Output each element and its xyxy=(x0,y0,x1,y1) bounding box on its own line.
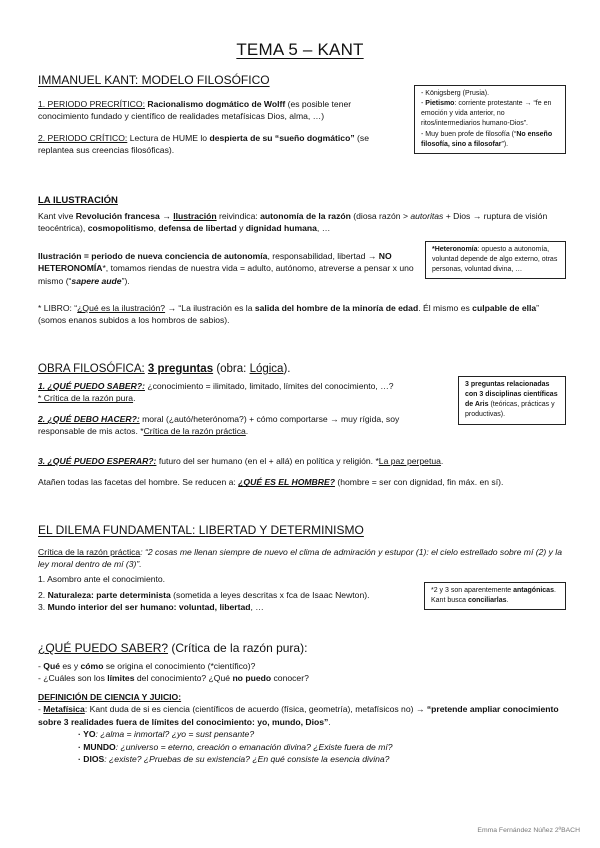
paragraph-ilustracion-3: * LIBRO: “¿Qué es la ilustración? → “La ilustración es la salida del hombre de la minoría de edad. Él mismo es culpable de ella” (somos enanos subidos a los hombros de sabios). xyxy=(38,303,540,326)
section-heading-saber: ¿QUÉ PUEDO SABER? (Crítica de la razón pura): xyxy=(38,641,308,655)
question-saber-obra: * Crítica de la razón pura. xyxy=(38,393,136,404)
list-item-yo: · YO: ¿alma = inmortal? ¿yo = sust pensante? xyxy=(78,729,255,740)
question-saber: 1. ¿QUÉ PUEDO SABER?: ¿conocimiento = ilimitado, limitado, límites del conocimiento, …? xyxy=(38,381,394,391)
section-body-modelo xyxy=(38,98,386,157)
note-box-kant: - Königsberg (Prusia). - Pietismo: corriente protestante → “fe en emoción y vida anterior, no ritos/intermediarios humano-Dios”. - Muy buen profe de filosofía (“No enseño filosofía, sino a filosofar”). xyxy=(414,85,566,154)
section-heading-ilustracion: LA ILUSTRACIÓN xyxy=(38,195,118,206)
paragraph-critico: 2. PERIODO CRÍTICO: Lectura de HUME lo despierta de su “sueño dogmático” (se replantea sus creencias filosóficas). xyxy=(38,132,369,156)
list-item-asombro: 1. Asombro ante el conocimiento. xyxy=(38,573,166,584)
section-heading-obra: OBRA FILOSÓFICA: 3 preguntas (obra: Lógica). xyxy=(38,363,291,375)
list-item-limites: - ¿Cuáles son los límites del conocimiento? ¿Qué no puedo conocer? xyxy=(38,673,309,684)
question-hacer: 2. ¿QUÉ DEBO HACER?: moral (¿autó/heterónoma?) + cómo comportarse → muy rígida, soy responsable de mis actos. *Crítica de la razón práctica. xyxy=(38,413,400,437)
paragraph-hombre: Atañen todas las facetas del hombre. Se reducen a: ¿QUÉ ES EL HOMBRE? (hombre = ser con dignidad, fin máx. en sí). xyxy=(38,477,504,488)
subheading-definicion: DEFINICIÓN DE CIENCIA Y JUICIO: xyxy=(38,691,182,702)
list-item-mundo: · MUNDO: ¿universo = eterno, creación o emanación divina? ¿Existe fuera de mí? xyxy=(78,741,393,752)
paragraph-ilustracion-1: Kant vive Revolución francesa → Ilustración reivindica: autonomía de la razón (diosa razón > autoritas + Dios → ruptura de visión teocéntrica), cosmopolitismo, defensa de libertad y dignidad humana, … xyxy=(38,211,548,234)
page-title: TEMA 5 – KANT xyxy=(236,40,364,59)
section-body-dilema xyxy=(38,546,563,585)
section-heading-modelo: IMMANUEL KANT: MODELO FILOSÓFICO xyxy=(38,73,270,87)
note-box-heteronomia: *Heteronomía: opuesto a autonomía, voluntad depende de algo externo, otras personas, voluntad divina, … xyxy=(425,241,566,279)
quote-razon-practica: Crítica de la razón práctica: “2 cosas me llenan siempre de nuevo el clima de admiración y estupor (1): el cielo estrellado sobre mí (2) y la ley moral dentro de mí (3)”. xyxy=(38,547,562,570)
paragraph-ilustracion-2: Ilustración = periodo de nueva conciencia de autonomía, responsabilidad, libertad → NO HETERONOMÍA*, tomamos riendas de nuestra vida = adulto, autónomo, atreverse a pensar x uno mismo (“sapere aude”). xyxy=(38,251,414,286)
section-body-saber xyxy=(38,660,563,766)
note-box-disciplinas: 3 preguntas relacionadas con 3 disciplinas científicas de Aris (teóricas, prácticas y productivas). xyxy=(458,376,566,425)
paragraph-metafisica: - Metafísica: Kant duda de si es ciencia (científicos de acuerdo (física, geometría), metafísicos no) → “pretende ampliar conocimiento sobre 3 realidades fuera de límites del conocimiento: yo, mundo, Dios”. xyxy=(38,704,559,727)
list-item-que-como: - Qué es y cómo se origina el conocimiento (*científico)? xyxy=(38,661,256,671)
list-item-naturaleza: 2. Naturaleza: parte determinista (sometida a leyes descritas x fca de Isaac Newton). xyxy=(38,590,370,600)
question-esperar: 3. ¿QUÉ PUEDO ESPERAR?: futuro del ser humano (en el + allá) en política y religión. *La paz perpetua. Atañen todas las facetas del hombre. Se reducen a: ¿QUÉ ES EL HOMBRE? (hombre = ser con dignidad, fin máx. en sí). xyxy=(38,455,563,489)
section-body-obra xyxy=(38,380,446,438)
paragraph-precritico: 1. PERIODO PRECRÍTICO: Racionalismo dogmático de Wolff (es posible tener conocimiento fundado y científico de realidades metafísicas Dios, alma, …) xyxy=(38,99,352,122)
list-dilema xyxy=(38,589,418,614)
note-box-antagonicas: *2 y 3 son aparentemente antagónicas. Kant busca conciliarlas. xyxy=(424,582,566,610)
section-body-ilustracion xyxy=(38,210,563,235)
list-item-mundo-interior: 3. Mundo interior del ser humano: voluntad, libertad, … xyxy=(38,602,264,613)
list-item-dios: · DIOS: ¿existe? ¿Pruebas de su existencia? ¿En qué consiste la esencia divina? xyxy=(78,754,390,765)
footer-author: Emma Fernández Núñez 2ºBACH xyxy=(477,827,580,835)
section-heading-dilema: EL DILEMA FUNDAMENTAL: LIBERTAD Y DETERMINISMO xyxy=(38,523,364,537)
